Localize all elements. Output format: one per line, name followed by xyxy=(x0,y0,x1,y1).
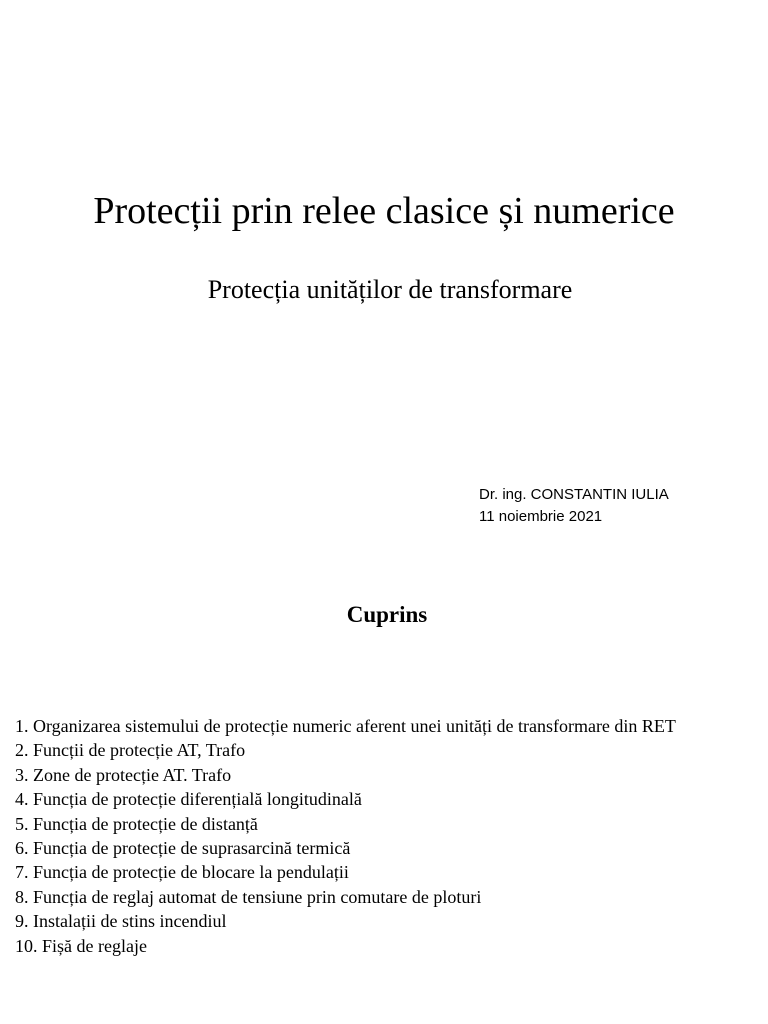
toc-item: 2. Funcții de protecție AT, Trafo xyxy=(15,740,246,761)
page-title: Protecții prin relee clasice și numerice xyxy=(93,190,675,232)
page-subtitle: Protecția unităților de transformare xyxy=(207,275,573,304)
toc-item: 9. Instalații de stins incendiul xyxy=(15,911,227,932)
toc-item: 7. Funcția de protecție de blocare la pendulații xyxy=(15,862,349,883)
toc-item: 1. Organizarea sistemului de protecție numeric aferent unei unități de transformare din RET xyxy=(15,716,676,736)
toc-item: 3. Zone de protecție AT. Trafo xyxy=(15,764,232,785)
author-block xyxy=(479,484,669,528)
author-name: Dr. ing. CONSTANTIN IULIA xyxy=(479,486,669,503)
presentation-date: 11 noiembrie 2021 xyxy=(479,508,603,525)
toc-item: 6. Funcția de protecție de suprasarcină termică xyxy=(15,838,351,859)
toc-heading: Cuprins xyxy=(346,602,428,627)
toc-list xyxy=(15,714,676,958)
toc-item: 4. Funcția de protecție diferențială longitudinală xyxy=(15,789,362,810)
toc-item: 8. Funcția de reglaj automat de tensiune prin comutare de ploturi xyxy=(15,886,482,907)
toc-item: 10. Fișă de reglaje xyxy=(15,935,147,956)
toc-item: 5. Funcția de protecție de distanță xyxy=(15,813,258,834)
